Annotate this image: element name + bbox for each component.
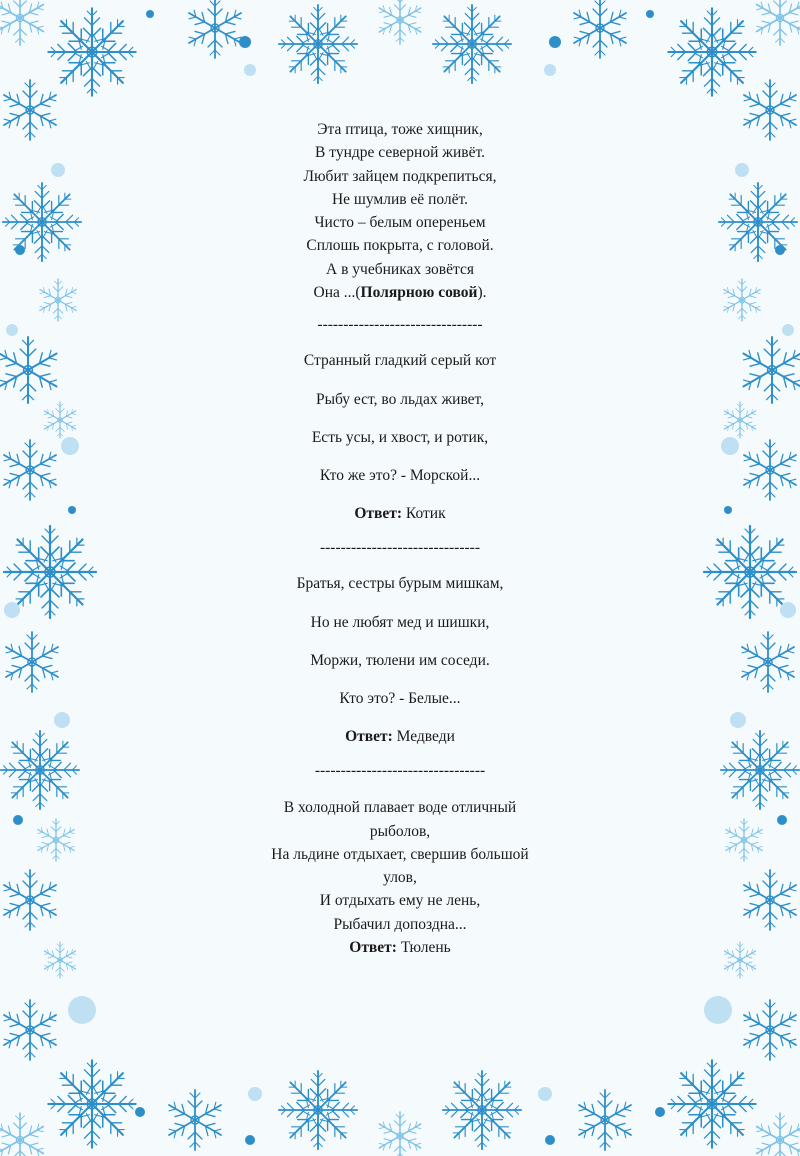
- snowflake-icon: [740, 337, 800, 403]
- snowflake-icon: [186, 0, 245, 58]
- riddle-line: На льдине отдыхает, свершив большой: [271, 845, 529, 863]
- answer-prefix: Она ...(: [313, 284, 361, 302]
- snowflake-icon: [723, 819, 764, 861]
- snowflake-icon: [1, 870, 60, 930]
- riddle-owl: [200, 118, 600, 304]
- snowflake-icon: [741, 1000, 800, 1060]
- riddle-line: В холодной плавает воде отличный: [283, 799, 517, 817]
- snowflake-icon: [1, 440, 60, 500]
- snowflake-icon: [722, 402, 757, 438]
- riddle-answer-line: [200, 503, 600, 525]
- riddle-line: Странный гладкий серый кот: [303, 352, 497, 370]
- riddles-text: [200, 118, 600, 959]
- riddle-line: Братья, сестры бурым мишкам,: [296, 575, 504, 593]
- snowflake-icon: [48, 1060, 135, 1147]
- snowflake-icon: [35, 819, 76, 861]
- riddle-line: Есть усы, и хвост, и ротик,: [311, 428, 489, 446]
- answer-value: Медведи: [392, 728, 455, 746]
- snowflake-icon: [166, 1090, 225, 1150]
- snowflake-icon: [4, 526, 96, 618]
- riddle-line: Любит зайцем подкрепиться,: [303, 167, 497, 185]
- riddle-line: Сплошь покрыта, с головой.: [306, 237, 494, 255]
- riddle-line: Но не любят мед и шишки,: [310, 613, 490, 631]
- riddle-line: улов,: [383, 869, 417, 887]
- snowflake-icon: [0, 0, 47, 45]
- riddle-line: рыболов,: [369, 822, 431, 840]
- riddle-line: Кто это? - Белые...: [339, 689, 461, 707]
- snowflake-icon: [0, 337, 60, 403]
- snowflake-icon: [3, 183, 81, 261]
- riddle-answer-line: [200, 281, 600, 304]
- snowflake-icon: [741, 870, 800, 930]
- riddle-answer-line: [200, 726, 600, 748]
- riddle-seal-cat: [200, 350, 600, 525]
- snowflake-icon: [1, 80, 60, 140]
- snowflake-icon: [668, 8, 755, 95]
- snowflake-icon: [0, 1113, 47, 1156]
- snowflake-icon: [42, 942, 77, 978]
- snowflake-icon: [376, 1112, 423, 1156]
- snowflake-icon: [753, 1113, 800, 1156]
- snowflake-icon: [3, 632, 62, 692]
- snowflake-icon: [443, 1071, 521, 1149]
- snowflake-icon: [42, 402, 77, 438]
- divider: -------------------------------: [319, 539, 480, 557]
- snowflake-icon: [48, 8, 135, 95]
- answer-label: Ответ:: [349, 939, 397, 957]
- divider: --------------------------------: [317, 316, 483, 334]
- answer-value: Котик: [402, 505, 446, 523]
- riddle-answer-line: [200, 936, 600, 959]
- answer-bold: Полярною совой: [360, 284, 478, 302]
- snowflake-icon: [741, 440, 800, 500]
- snowflake-icon: [571, 0, 630, 58]
- riddle-line: Чисто – белым опереньем: [314, 214, 486, 232]
- snowflake-icon: [576, 1090, 635, 1150]
- snowflake-icon: [279, 1071, 357, 1149]
- snowflake-icon: [721, 279, 762, 321]
- answer-label: Ответ:: [345, 728, 393, 746]
- answer-value: Тюлень: [396, 939, 451, 957]
- answer-label: Ответ:: [354, 505, 403, 523]
- snowflake-icon: [37, 279, 78, 321]
- riddle-polar-bear: [200, 573, 600, 748]
- snowflake-icon: [376, 0, 423, 44]
- snowflake-icon: [433, 5, 511, 83]
- riddle-line: А в учебниках зовётся: [326, 260, 474, 278]
- riddle-line: Рыбачил допоздна...: [333, 915, 467, 933]
- snowflake-icon: [722, 942, 757, 978]
- riddle-line: В тундре северной живёт.: [315, 144, 485, 162]
- riddle-seal: [200, 796, 600, 959]
- divider: ---------------------------------: [314, 762, 486, 780]
- snowflake-icon: [668, 1060, 755, 1147]
- snowflake-icon: [1, 1000, 60, 1060]
- riddle-line: Моржи, тюлени им соседи.: [310, 651, 490, 669]
- snowflake-icon: [704, 526, 796, 618]
- snowflake-icon: [739, 632, 798, 692]
- riddle-line: Рыбу ест, во льдах живет,: [315, 390, 485, 408]
- riddle-line: Кто же это? - Морской...: [319, 466, 481, 484]
- snowflake-icon: [719, 183, 797, 261]
- riddle-line: Не шумлив её полёт.: [331, 190, 469, 208]
- snowflake-icon: [741, 80, 800, 140]
- snowflake-icon: [1, 731, 79, 809]
- riddle-line: Эта птица, тоже хищник,: [317, 121, 483, 138]
- answer-suffix: ).: [477, 284, 487, 302]
- snowflake-icon: [753, 0, 800, 45]
- snowflake-icon: [279, 5, 357, 83]
- riddle-line: И отдыхать ему не лень,: [319, 892, 481, 910]
- snowflake-icon: [721, 731, 799, 809]
